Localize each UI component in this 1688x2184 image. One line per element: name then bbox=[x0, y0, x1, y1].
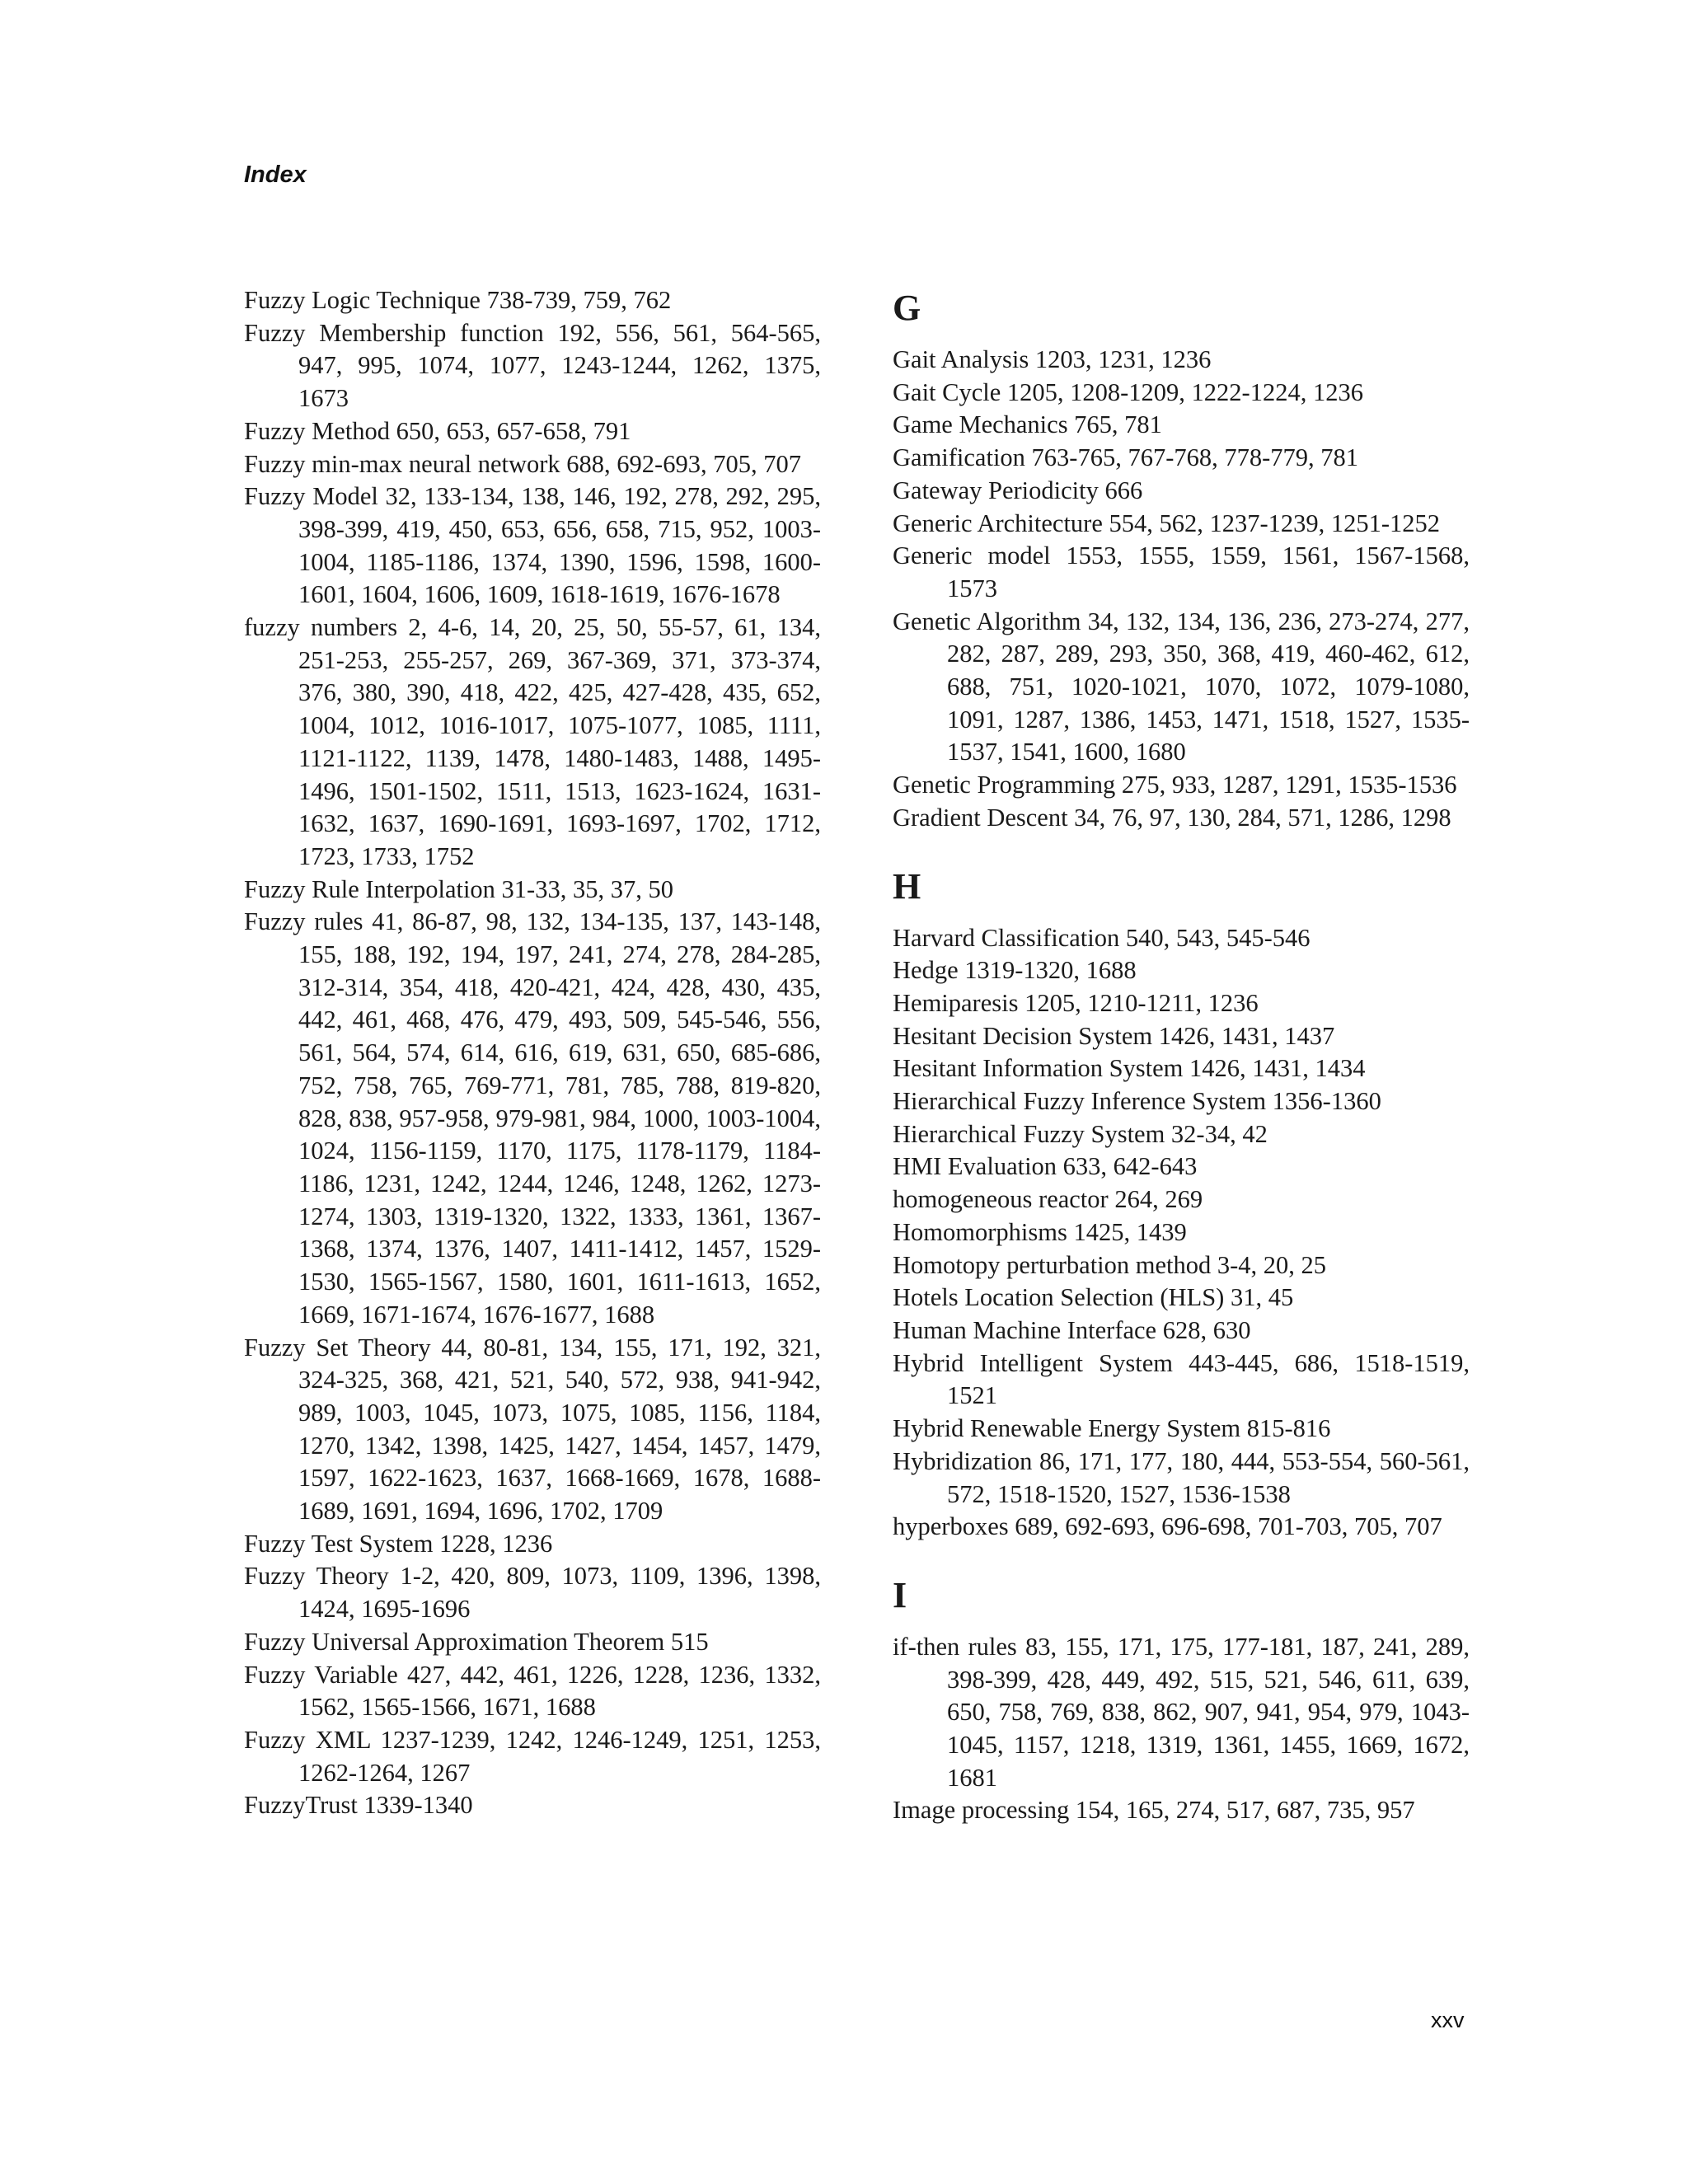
index-entry: Fuzzy Test System 1228, 1236 bbox=[244, 1529, 553, 1558]
index-entry: Fuzzy XML 1237-1239, 1242, 1246-1249, 1251, 1253, 1262-1264, 1267 bbox=[244, 1725, 821, 1787]
index-entry: Hybridization 86, 171, 177, 180, 444, 553-554, 560-561, 572, 1518-1520, 1527, 1536-1538 bbox=[893, 1446, 1470, 1508]
index-entry: Fuzzy Theory 1-2, 420, 809, 1073, 1109, 1396, 1398, 1424, 1695-1696 bbox=[244, 1562, 821, 1624]
index-entry: Hedge 1319-1320, 1688 bbox=[893, 956, 1137, 985]
index-entry: Hierarchical Fuzzy Inference System 1356-1360 bbox=[893, 1087, 1381, 1116]
index-entry: fuzzy numbers 2, 4-6, 14, 20, 25, 50, 55-57, 61, 134, 251-253, 255-257, 269, 367-369, 371, 373-374, 376, 380, 390, 418, 422, 425, 427-428, 435, 652, 1004, 1012, 1016-1017, 1075-1077, 1085, 1111, 1121-1122, 1139, 1478, 1480-1483, 1488, 1495-1496, 1501-1502, 1511, 1513, 1623-1624, 1631-1632, 1637, 1690-1691, 1693-1697, 1702, 1712, 1723, 1733, 1752 bbox=[244, 613, 821, 870]
section-letter-h: H bbox=[893, 865, 921, 907]
index-entry: Hybrid Intelligent System 443-445, 686, 1518-1519, 1521 bbox=[893, 1348, 1470, 1410]
index-entry: Game Mechanics 765, 781 bbox=[893, 410, 1162, 439]
index-entry: HMI Evaluation 633, 642-643 bbox=[893, 1152, 1198, 1181]
running-head: Index bbox=[244, 162, 307, 188]
index-entry: Fuzzy Membership function 192, 556, 561, 564-565, 947, 995, 1074, 1077, 1243-1244, 1262, 1375, 1673 bbox=[244, 318, 821, 413]
index-entry: Gateway Periodicity 666 bbox=[893, 476, 1143, 504]
index-column-right bbox=[893, 284, 1470, 1827]
index-entry: Hesitant Information System 1426, 1431, 1434 bbox=[893, 1054, 1366, 1083]
index-entry: Human Machine Interface 628, 630 bbox=[893, 1315, 1251, 1344]
index-entry: if-then rules 83, 155, 171, 175, 177-181, 187, 241, 289, 398-399, 428, 449, 492, 515, 521, 546, 611, 639, 650, 758, 769, 838, 862, 907, 941, 954, 979, 1043-1045, 1157, 1218, 1319, 1361, 1455, 1669, 1672, 1681 bbox=[893, 1632, 1470, 1792]
index-entry: Fuzzy Set Theory 44, 80-81, 134, 155, 171, 192, 321, 324-325, 368, 421, 521, 540, 572, 938, 941-942, 989, 1003, 1045, 1073, 1075, 1085, 1156, 1184, 1270, 1342, 1398, 1425, 1427, 1454, 1457, 1479, 1597, 1622-1623, 1637, 1668-1669, 1678, 1688-1689, 1691, 1694, 1696, 1702, 1709 bbox=[244, 1333, 821, 1526]
index-entry: Homomorphisms 1425, 1439 bbox=[893, 1217, 1187, 1246]
index-entry: Generic Architecture 554, 562, 1237-1239, 1251-1252 bbox=[893, 509, 1441, 537]
index-entry: Gait Cycle 1205, 1208-1209, 1222-1224, 1236 bbox=[893, 377, 1363, 406]
index-entry: Fuzzy min-max neural network 688, 692-693, 705, 707 bbox=[244, 449, 801, 478]
index-entry: Gamification 763-765, 767-768, 778-779, 781 bbox=[893, 443, 1359, 472]
page-number: xxv bbox=[1431, 2008, 1465, 2032]
index-entry: Generic model 1553, 1555, 1559, 1561, 1567-1568, 1573 bbox=[893, 541, 1470, 602]
index-entry: hyperboxes 689, 692-693, 696-698, 701-703, 705, 707 bbox=[893, 1512, 1442, 1541]
index-entry: Genetic Algorithm 34, 132, 134, 136, 236, 273-274, 277, 282, 287, 289, 293, 350, 368, 419, 460-462, 612, 688, 751, 1020-1021, 1070, 1072, 1079-1080, 1091, 1287, 1386, 1453, 1471, 1518, 1527, 1535-1537, 1541, 1600, 1680 bbox=[893, 607, 1470, 766]
index-entry: Hemiparesis 1205, 1210-1211, 1236 bbox=[893, 988, 1259, 1017]
index-entry: Gait Analysis 1203, 1231, 1236 bbox=[893, 345, 1212, 373]
index-entry: Fuzzy Rule Interpolation 31-33, 35, 37, 50 bbox=[244, 874, 673, 903]
index-entry: Hotels Location Selection (HLS) 31, 45 bbox=[893, 1283, 1294, 1312]
index-entry: Fuzzy Method 650, 653, 657-658, 791 bbox=[244, 416, 631, 445]
index-entry: Fuzzy Logic Technique 738-739, 759, 762 bbox=[244, 286, 672, 314]
section-gap bbox=[893, 835, 1470, 863]
index-entry: FuzzyTrust 1339-1340 bbox=[244, 1791, 473, 1820]
index-entry: Hesitant Decision System 1426, 1431, 1437 bbox=[893, 1021, 1335, 1050]
index-entry: Gradient Descent 34, 76, 97, 130, 284, 571, 1286, 1298 bbox=[893, 803, 1451, 832]
index-entry: Fuzzy Variable 427, 442, 461, 1226, 1228, 1236, 1332, 1562, 1565-1566, 1671, 1688 bbox=[244, 1660, 821, 1722]
index-entry: Fuzzy Universal Approximation Theorem 515 bbox=[244, 1627, 709, 1656]
index-entry: homogeneous reactor 264, 269 bbox=[893, 1185, 1203, 1214]
index-entry: Fuzzy rules 41, 86-87, 98, 132, 134-135, 137, 143-148, 155, 188, 192, 194, 197, 241, 274, 278, 284-285, 312-314, 354, 418, 420-421, 424, 428, 430, 435, 442, 461, 468, 476, 479, 493, 509, 545-546, 556, 561, 564, 574, 614, 616, 619, 631, 650, 685-686, 752, 758, 765, 769-771, 781, 785, 788, 819-820, 828, 838, 957-958, 979-981, 984, 1000, 1003-1004, 1024, 1156-1159, 1170, 1175, 1178-1179, 1184-1186, 1231, 1242, 1244, 1246, 1248, 1262, 1273-1274, 1303, 1319-1320, 1322, 1333, 1361, 1367-1368, 1374, 1376, 1407, 1411-1412, 1457, 1529-1530, 1565-1567, 1580, 1601, 1611-1613, 1652, 1669, 1671-1674, 1676-1677, 1688 bbox=[244, 907, 821, 1329]
index-entry: Fuzzy Model 32, 133-134, 138, 146, 192, 278, 292, 295, 398-399, 419, 450, 653, 656, 658, 715, 952, 1003-1004, 1185-1186, 1374, 1390, 1596, 1598, 1600-1601, 1604, 1606, 1609, 1618-1619, 1676-1678 bbox=[244, 482, 821, 609]
index-entry: Harvard Classification 540, 543, 545-546 bbox=[893, 923, 1311, 952]
index-entry: Homotopy perturbation method 3-4, 20, 25 bbox=[893, 1250, 1327, 1279]
index-column-left bbox=[244, 284, 821, 1822]
section-gap bbox=[893, 1544, 1470, 1572]
index-entry: Image processing 154, 165, 274, 517, 687, 735, 957 bbox=[893, 1796, 1415, 1825]
index-entry: Hierarchical Fuzzy System 32-34, 42 bbox=[893, 1119, 1268, 1148]
section-letter-g: G bbox=[893, 288, 921, 328]
index-entry: Hybrid Renewable Energy System 815-816 bbox=[893, 1414, 1331, 1443]
section-letter-i: I bbox=[893, 1574, 907, 1615]
index-entry: Genetic Programming 275, 933, 1287, 1291, 1535-1536 bbox=[893, 771, 1457, 799]
